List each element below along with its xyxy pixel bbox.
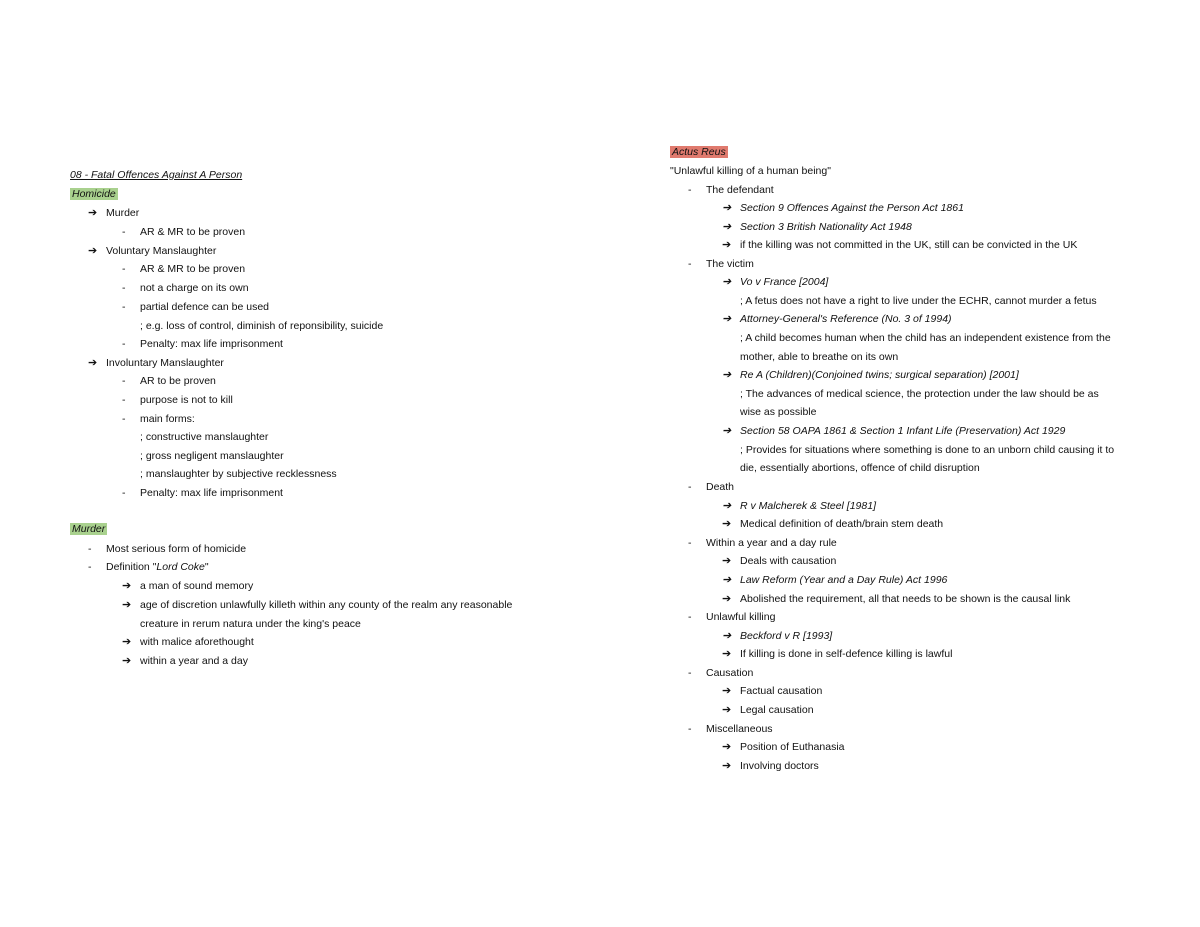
arrow-icon: ➔ <box>722 593 732 605</box>
note-line: ; Provides for situations where something is done to an unborn child causing it to <box>740 444 1115 456</box>
list-item: ➔ Law Reform (Year and a Day Rule) Act 1996 <box>722 574 948 586</box>
arrow-icon: ➔ <box>722 369 732 381</box>
note-line: ; manslaughter by subjective recklessness <box>140 468 337 480</box>
list-item: - Within a year and a day rule <box>688 537 837 549</box>
arrow-icon: ➔ <box>122 636 132 648</box>
arrow-icon: ➔ <box>722 704 732 716</box>
arrow-icon: ➔ <box>722 648 732 660</box>
arrow-icon: ➔ <box>722 425 732 437</box>
dash-bullet: - <box>688 611 692 623</box>
list-item: ➔ Voluntary Manslaughter <box>88 245 217 257</box>
note-line: ; A fetus does not have a right to live under the ECHR, cannot murder a fetus <box>740 295 1097 307</box>
list-item: ➔ Factual causation <box>722 685 823 697</box>
note-line: ; e.g. loss of control, diminish of reponsibility, suicide <box>140 320 384 332</box>
dash-bullet: - <box>688 667 692 679</box>
list-item: - AR to be proven <box>122 375 216 387</box>
note-line: ; constructive manslaughter <box>140 431 269 443</box>
list-item: ➔ a man of sound memory <box>122 580 254 592</box>
arrow-icon: ➔ <box>722 760 732 772</box>
dash-bullet: - <box>688 184 692 196</box>
list-item: - Most serious form of homicide <box>88 543 247 555</box>
note-line: ; A child becomes human when the child has an independent existence from the <box>740 332 1111 344</box>
dash-bullet: - <box>88 543 92 555</box>
arrow-icon: ➔ <box>722 500 732 512</box>
note-line: die, essentially abortions, offence of child disruption <box>740 462 980 474</box>
arrow-icon: ➔ <box>722 276 732 288</box>
arrow-icon: ➔ <box>88 207 98 219</box>
list-item: ➔ Beckford v R [1993] <box>722 630 833 642</box>
note-line: ; The advances of medical science, the protection under the law should be as <box>740 388 1099 400</box>
dash-bullet: - <box>122 263 126 275</box>
list-item: ➔ Attorney-General's Reference (No. 3 of 1994) <box>722 313 952 325</box>
dash-bullet: - <box>122 226 126 238</box>
dash-bullet: - <box>122 301 126 313</box>
list-item: ➔ Deals with causation <box>722 555 837 567</box>
list-item: ➔ Involving doctors <box>722 760 819 772</box>
list-item: ➔ Abolished the requirement, all that needs to be shown is the causal link <box>722 593 1071 605</box>
dash-bullet: - <box>122 487 126 499</box>
list-item: - Miscellaneous <box>688 723 773 735</box>
list-item: ➔ Position of Euthanasia <box>722 741 845 753</box>
arrow-icon: ➔ <box>722 518 732 530</box>
dash-bullet: - <box>122 413 126 425</box>
list-item: - AR & MR to be proven <box>122 263 246 275</box>
list-item: ➔ Involuntary Manslaughter <box>88 357 224 369</box>
list-item: ➔ Legal causation <box>722 704 814 716</box>
dash-bullet: - <box>688 537 692 549</box>
list-item: ➔ within a year and a day <box>122 655 248 667</box>
dash-bullet: - <box>688 723 692 735</box>
list-item: - partial defence can be used <box>122 301 270 313</box>
arrow-icon: ➔ <box>722 239 732 251</box>
list-item: ➔ if the killing was not committed in the UK, still can be convicted in the UK <box>722 239 1078 251</box>
murder-heading: Murder <box>72 523 106 535</box>
dash-bullet: - <box>88 561 92 573</box>
list-item: - The defendant <box>688 184 774 196</box>
list-item: - Death <box>688 481 735 493</box>
arrow-icon: ➔ <box>122 655 132 667</box>
list-item: - purpose is not to kill <box>122 394 233 406</box>
list-item: ➔ R v Malcherek & Steel [1981] <box>722 500 876 512</box>
list-item: - The victim <box>688 258 754 270</box>
dash-bullet: - <box>122 375 126 387</box>
arrow-icon: ➔ <box>88 245 98 257</box>
list-item: - Causation <box>688 667 754 679</box>
dash-bullet: - <box>122 282 126 294</box>
list-item: ➔ Medical definition of death/brain stem death <box>722 518 944 530</box>
note-line: ; gross negligent manslaughter <box>140 450 284 462</box>
list-item: ➔ Section 9 Offences Against the Person Act 1861 <box>722 202 964 214</box>
arrow-icon: ➔ <box>88 357 98 369</box>
arrow-icon: ➔ <box>122 580 132 592</box>
list-item: ➔ If killing is done in self-defence killing is lawful <box>722 648 953 660</box>
list-item: - Penalty: max life imprisonment <box>122 487 283 499</box>
list-item: - Definition "Lord Coke" <box>88 561 209 573</box>
dash-bullet: - <box>688 258 692 270</box>
arrow-icon: ➔ <box>722 555 732 567</box>
list-item: ➔ with malice aforethought <box>122 636 254 648</box>
list-item: - Penalty: max life imprisonment <box>122 338 283 350</box>
list-item: - not a charge on its own <box>122 282 249 294</box>
list-item: ➔ Murder <box>88 207 140 219</box>
arrow-icon: ➔ <box>722 202 732 214</box>
definition-quote: "Unlawful killing of a human being" <box>670 165 831 177</box>
actus-reus-heading: Actus Reus <box>672 146 726 158</box>
arrow-icon: ➔ <box>722 313 732 325</box>
arrow-icon: ➔ <box>722 741 732 753</box>
homicide-heading: Homicide <box>72 188 116 200</box>
page-title: 08 - Fatal Offences Against A Person <box>70 169 243 181</box>
list-item: ➔ Re A (Children)(Conjoined twins; surgical separation) [2001] <box>722 369 1019 381</box>
list-item: ➔ Vo v France [2004] <box>722 276 829 288</box>
list-item: ➔ Section 58 OAPA 1861 & Section 1 Infant Life (Preservation) Act 1929 <box>722 425 1066 437</box>
list-item: - Unlawful killing <box>688 611 776 623</box>
list-item: - main forms: <box>122 413 195 425</box>
arrow-icon: ➔ <box>722 685 732 697</box>
arrow-icon: ➔ <box>722 630 732 642</box>
note-line: creature in rerum natura under the king's peace <box>140 618 361 630</box>
list-item: ➔ age of discretion unlawfully killeth within any county of the realm any reasonable <box>122 599 513 611</box>
arrow-icon: ➔ <box>122 599 132 611</box>
list-item: - AR & MR to be proven <box>122 226 246 238</box>
note-line: mother, able to breathe on its own <box>740 351 899 363</box>
dash-bullet: - <box>122 338 126 350</box>
arrow-icon: ➔ <box>722 221 732 233</box>
dash-bullet: - <box>122 394 126 406</box>
arrow-icon: ➔ <box>722 574 732 586</box>
list-item: ➔ Section 3 British Nationality Act 1948 <box>722 221 912 233</box>
dash-bullet: - <box>688 481 692 493</box>
note-line: wise as possible <box>740 406 817 418</box>
